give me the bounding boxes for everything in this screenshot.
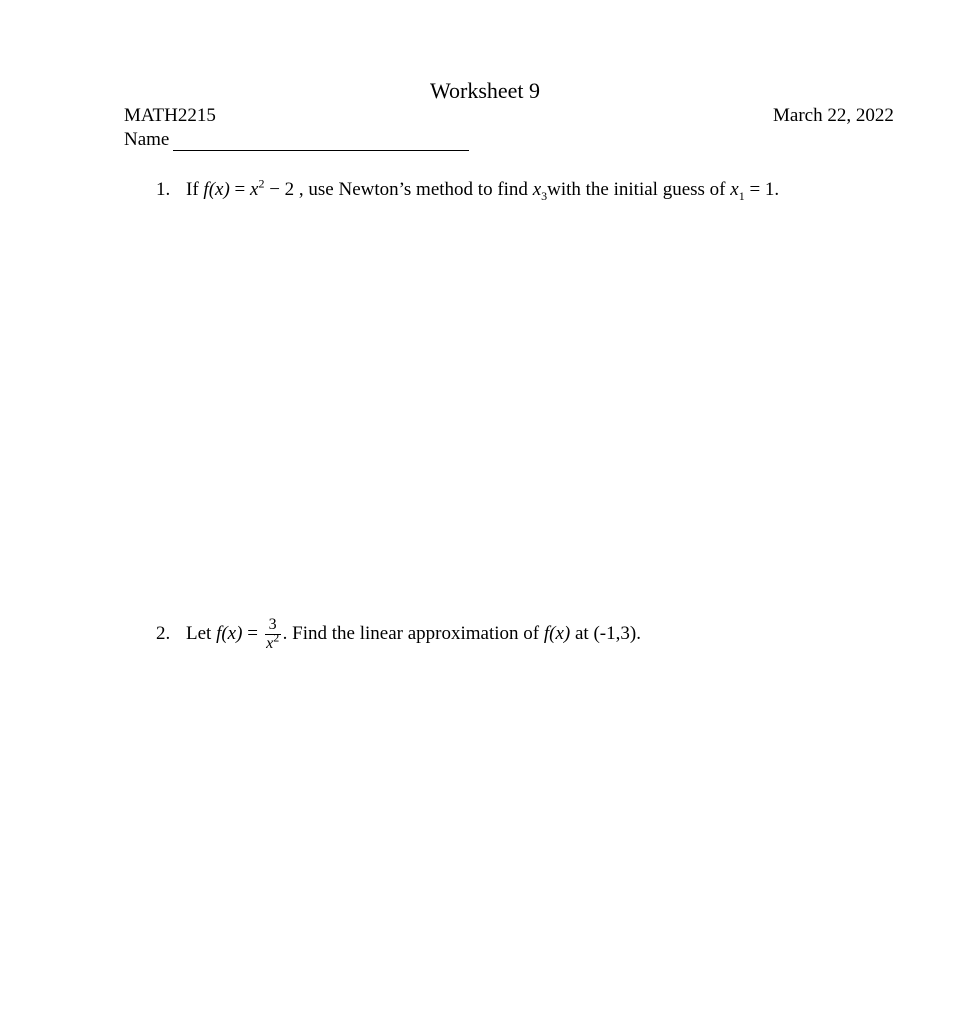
question-number: 2. [156,622,171,644]
q1-text-a: − 2 , use Newton’s method to find [264,179,533,200]
q2-paren: (x) [221,622,243,644]
q1-text-end: = 1. [744,179,780,200]
q2-lead: Let [186,622,217,644]
name-blank-line[interactable] [173,130,469,151]
q1-x3-subscript: 3 [541,188,548,203]
q1-paren: (x) [208,179,230,200]
fraction-numerator: 3 [265,616,281,635]
q2-f2: f [543,622,550,644]
q1-x: x [250,179,259,200]
q1-x3: x [532,179,542,200]
denominator-x: x [266,635,274,652]
q1-f: f [203,179,209,200]
q2-text-end: at (-1,3). [570,622,641,644]
page-title: Worksheet 9 [430,78,541,103]
q2-eq: = [242,622,263,644]
q1-lead: If [186,179,199,200]
q2-paren2: (x) [549,622,571,644]
q1-exponent: 2 [258,176,265,191]
name-field-row [124,129,469,151]
q2-f: f [216,622,222,644]
q1-eq: = [229,179,250,200]
q2-fraction [265,616,281,653]
name-label: Name [124,129,170,150]
question-number: 1. [156,179,171,200]
denominator-exponent: 2 [273,630,280,645]
fraction-denominator [266,630,280,653]
worksheet-date: March 22, 2022 [773,105,894,126]
question-1 [156,176,780,203]
q2-text-a: . Find the linear approximation of [282,622,544,644]
course-code: MATH2215 [124,105,216,126]
q1-x1: x [730,179,739,200]
q1-x1-subscript: 1 [738,188,745,203]
q1-text-b: with the initial guess of [547,179,731,200]
question-2 [156,616,641,653]
